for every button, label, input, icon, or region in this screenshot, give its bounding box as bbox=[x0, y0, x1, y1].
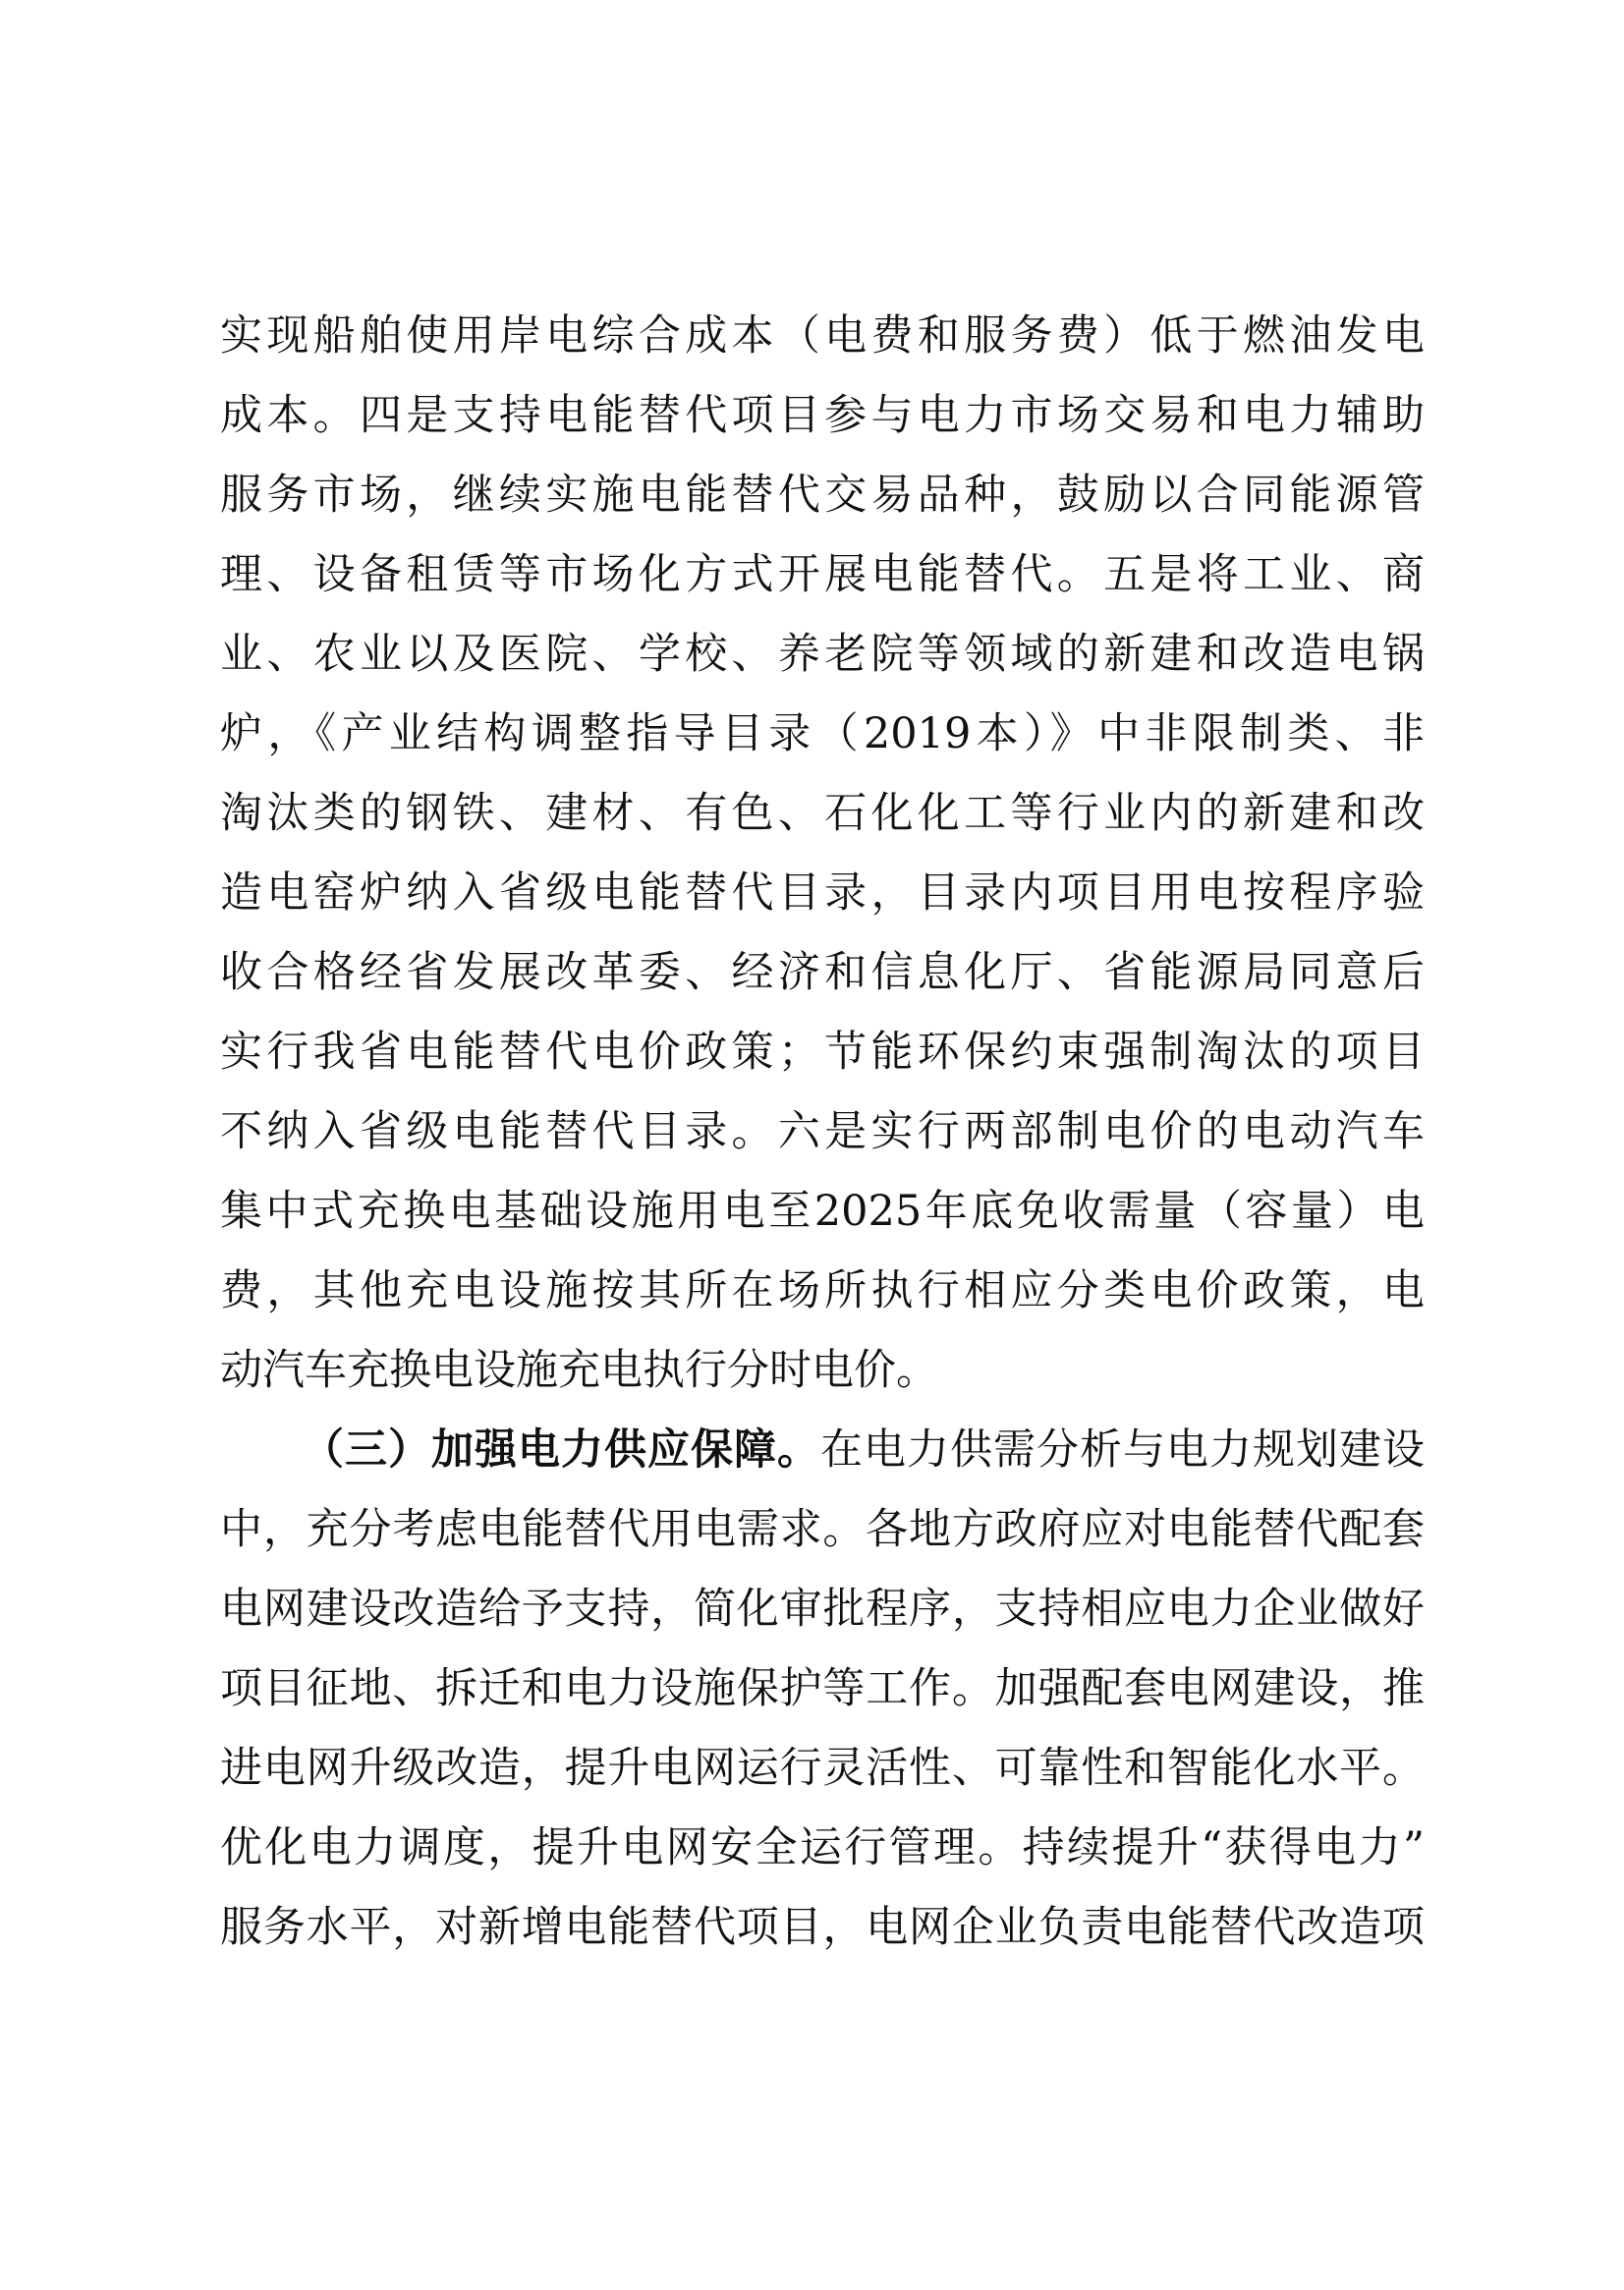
text-line: 优化电力调度，提升电网安全运行管理。持续提升“获得电力” bbox=[220, 1823, 1425, 1872]
text-line: 动汽车充换电设施充电执行分时电价。 bbox=[220, 1346, 938, 1395]
section-3-heading: （三）加强电力供应保障。 bbox=[302, 1425, 820, 1475]
text-line: 进电网升级改造，提升电网运行灵活性、可靠性和智能化水平。 bbox=[220, 1744, 1425, 1793]
text-line: 收合格经省发展改革委、经济和信息化厅、省能源局同意后 bbox=[220, 948, 1425, 997]
text-line: 费，其他充电设施按其所在场所执行相应分类电价政策，电 bbox=[220, 1266, 1425, 1315]
text-line: 服务水平，对新增电能替代项目，电网企业负责电能替代改造项 bbox=[220, 1903, 1425, 1952]
text-line: 项目征地、拆迁和电力设施保护等工作。加强配套电网建设，推 bbox=[220, 1664, 1425, 1713]
text-line: 理、设备租赁等市场化方式开展电能替代。五是将工业、商 bbox=[220, 550, 1425, 599]
text-line: 实行我省电能替代电价政策；节能环保约束强制淘汰的项目 bbox=[220, 1028, 1425, 1077]
section-3-first-line-text: 在电力供需分析与电力规划建设 bbox=[820, 1425, 1425, 1475]
section-3-first-line bbox=[302, 1421, 1425, 1480]
text-line: 淘汰类的钢铁、建材、有色、石化化工等行业内的新建和改 bbox=[220, 789, 1425, 838]
text-line: 业、农业以及医院、学校、养老院等领域的新建和改造电锅 bbox=[220, 630, 1425, 679]
text-line: 炉，《产业结构调整指导目录（2019本）》中非限制类、非 bbox=[220, 709, 1425, 758]
text-line: 中，充分考虑电能替代用电需求。各地方政府应对电能替代配套 bbox=[220, 1505, 1425, 1554]
text-line: 电网建设改造给予支持，简化审批程序，支持相应电力企业做好 bbox=[220, 1585, 1425, 1634]
text-line: 造电窑炉纳入省级电能替代目录，目录内项目用电按程序验 bbox=[220, 868, 1425, 918]
text-line: 集中式充换电基础设施用电至2025年底免收需量（容量）电 bbox=[220, 1187, 1425, 1236]
text-line: 服务市场，继续实施电能替代交易品种，鼓励以合同能源管 bbox=[220, 471, 1425, 520]
text-line: 不纳入省级电能替代目录。六是实行两部制电价的电动汽车 bbox=[220, 1107, 1425, 1156]
text-line: 实现船舶使用岸电综合成本（电费和服务费）低于燃油发电 bbox=[220, 311, 1425, 361]
text-line: 成本。四是支持电能替代项目参与电力市场交易和电力辅助 bbox=[220, 391, 1425, 440]
